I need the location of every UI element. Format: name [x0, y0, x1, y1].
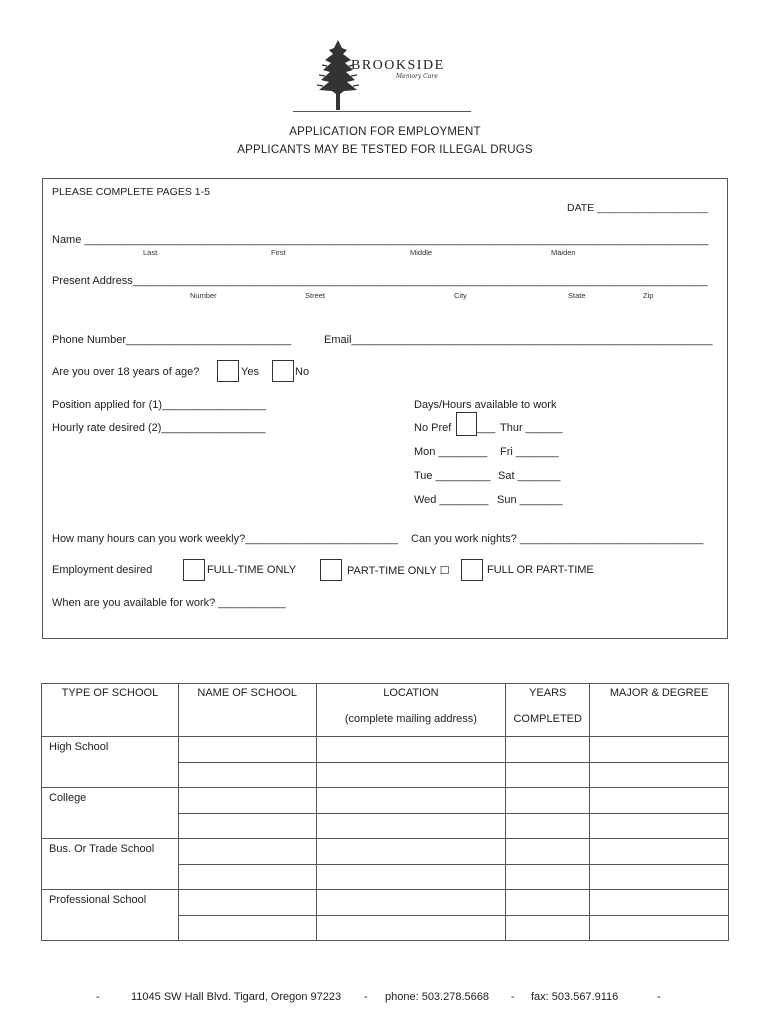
table-cell[interactable] — [316, 788, 506, 814]
table-cell[interactable] — [590, 839, 729, 865]
name-sub-maiden: Maiden — [551, 248, 576, 257]
address-sub-city: City — [454, 291, 467, 300]
phone-field[interactable]: Phone Number___________________________ — [52, 334, 292, 346]
address-sub-state: State — [568, 291, 586, 300]
thur-field[interactable]: Thur ______ — [500, 422, 563, 434]
availability-title: Days/Hours available to work — [414, 399, 557, 411]
table-row — [42, 839, 729, 865]
table-row — [42, 737, 729, 763]
wed-field[interactable]: Wed ________ — [414, 494, 489, 506]
footer-address: 11045 SW Hall Blvd. Tigard, Oregon 97223 — [131, 991, 342, 1003]
nights-field[interactable]: Can you work nights? ______________________________ — [411, 533, 704, 545]
table-cell[interactable] — [316, 737, 506, 763]
header-type-of-school: TYPE OF SCHOOL — [42, 684, 179, 737]
address-sub-zip: Zip — [643, 291, 654, 300]
table-cell[interactable] — [590, 864, 729, 890]
fri-field[interactable]: Fri _______ — [500, 446, 559, 458]
name-sub-middle: Middle — [410, 248, 433, 257]
no-pref-line: ___ — [477, 422, 496, 434]
footer-dash: - — [511, 991, 515, 1003]
mon-field[interactable]: Mon ________ — [414, 446, 488, 458]
header-name-of-school: NAME OF SCHOOL — [178, 684, 316, 737]
type-professional-school: Professional School — [42, 890, 179, 941]
table-cell[interactable] — [316, 813, 506, 839]
table-cell[interactable] — [178, 915, 316, 941]
no-checkbox[interactable] — [272, 360, 294, 382]
table-cell[interactable] — [506, 915, 590, 941]
email-field[interactable]: Email___________________________________________________________ — [324, 334, 713, 346]
logo-name: BROOKSIDE — [351, 58, 445, 73]
table-row — [42, 788, 729, 814]
available-when-field[interactable]: When are you available for work? ___________ — [52, 597, 286, 609]
table-cell[interactable] — [590, 762, 729, 788]
table-cell[interactable] — [316, 915, 506, 941]
table-cell[interactable] — [316, 864, 506, 890]
address-sub-street: Street — [305, 291, 326, 300]
table-cell[interactable] — [178, 864, 316, 890]
sat-field[interactable]: Sat _______ — [498, 470, 561, 482]
part-time-label: PART-TIME ONLY ☐ — [347, 565, 450, 577]
education-header-row — [42, 684, 729, 737]
table-cell[interactable] — [316, 890, 506, 916]
education-table — [41, 683, 729, 941]
table-cell[interactable] — [590, 890, 729, 916]
table-cell[interactable] — [590, 788, 729, 814]
type-college: College — [42, 788, 179, 839]
footer-dash: - — [96, 991, 100, 1003]
table-cell[interactable] — [506, 762, 590, 788]
table-cell[interactable] — [506, 839, 590, 865]
header-major-degree: MAJOR & DEGREE — [590, 684, 729, 737]
table-cell[interactable] — [590, 737, 729, 763]
table-cell[interactable] — [178, 890, 316, 916]
table-cell[interactable] — [178, 788, 316, 814]
table-cell[interactable] — [316, 762, 506, 788]
table-cell[interactable] — [590, 813, 729, 839]
type-trade-school: Bus. Or Trade School — [42, 839, 179, 890]
tree-icon — [313, 38, 363, 112]
name-field[interactable]: Name ______________________________________________________________________________________________________ — [52, 234, 709, 246]
table-cell[interactable] — [506, 788, 590, 814]
table-row — [42, 890, 729, 916]
page-title: APPLICATION FOR EMPLOYMENT — [289, 126, 481, 138]
footer-fax: fax: 503.567.9116 — [531, 991, 619, 1003]
position-field[interactable]: Position applied for (1)_________________ — [52, 399, 267, 411]
logo-tagline: Memory Care — [396, 73, 438, 80]
header-years: YEARS COMPLETED — [506, 684, 590, 737]
full-time-label: FULL-TIME ONLY — [207, 564, 297, 576]
age-question: Are you over 18 years of age? — [52, 366, 200, 378]
no-label: No — [295, 366, 310, 378]
table-cell[interactable] — [506, 813, 590, 839]
yes-checkbox[interactable] — [217, 360, 239, 382]
yes-label: Yes — [241, 366, 259, 378]
logo-underline — [293, 111, 471, 112]
footer-dash: - — [364, 991, 368, 1003]
sun-field[interactable]: Sun _______ — [497, 494, 563, 506]
name-sub-last: Last — [143, 248, 158, 257]
part-time-checkbox[interactable] — [320, 559, 342, 581]
table-cell[interactable] — [590, 915, 729, 941]
hours-weekly-field[interactable]: How many hours can you work weekly?_________________________ — [52, 533, 399, 545]
full-or-part-label: FULL OR PART-TIME — [487, 564, 594, 576]
instructions: PLEASE COMPLETE PAGES 1-5 — [52, 186, 210, 198]
footer-phone: phone: 503.278.5668 — [385, 991, 489, 1003]
table-cell[interactable] — [178, 762, 316, 788]
address-sub-number: Number — [190, 291, 217, 300]
tue-field[interactable]: Tue _________ — [414, 470, 491, 482]
footer-dash: - — [657, 991, 661, 1003]
table-cell[interactable] — [506, 864, 590, 890]
table-cell[interactable] — [506, 890, 590, 916]
table-cell[interactable] — [178, 737, 316, 763]
table-cell[interactable] — [506, 737, 590, 763]
page-subtitle: APPLICANTS MAY BE TESTED FOR ILLEGAL DRUGS — [237, 144, 533, 156]
date-field[interactable]: DATE ___________________ — [567, 202, 709, 214]
rate-field[interactable]: Hourly rate desired (2)_________________ — [52, 422, 266, 434]
brookside-logo — [293, 38, 471, 114]
header-location: LOCATION (complete mailing address) — [316, 684, 506, 737]
table-cell[interactable] — [316, 839, 506, 865]
no-pref-label: No Pref — [414, 422, 452, 434]
full-time-checkbox[interactable] — [183, 559, 205, 581]
no-pref-checkbox[interactable] — [456, 412, 477, 436]
table-cell[interactable] — [178, 813, 316, 839]
employment-label: Employment desired — [52, 564, 153, 576]
address-field[interactable]: Present Address______________________________________________________________________________________________ — [52, 275, 708, 287]
name-sub-first: First — [271, 248, 286, 257]
table-cell[interactable] — [178, 839, 316, 865]
full-or-part-checkbox[interactable] — [461, 559, 483, 581]
type-high-school: High School — [42, 737, 179, 788]
